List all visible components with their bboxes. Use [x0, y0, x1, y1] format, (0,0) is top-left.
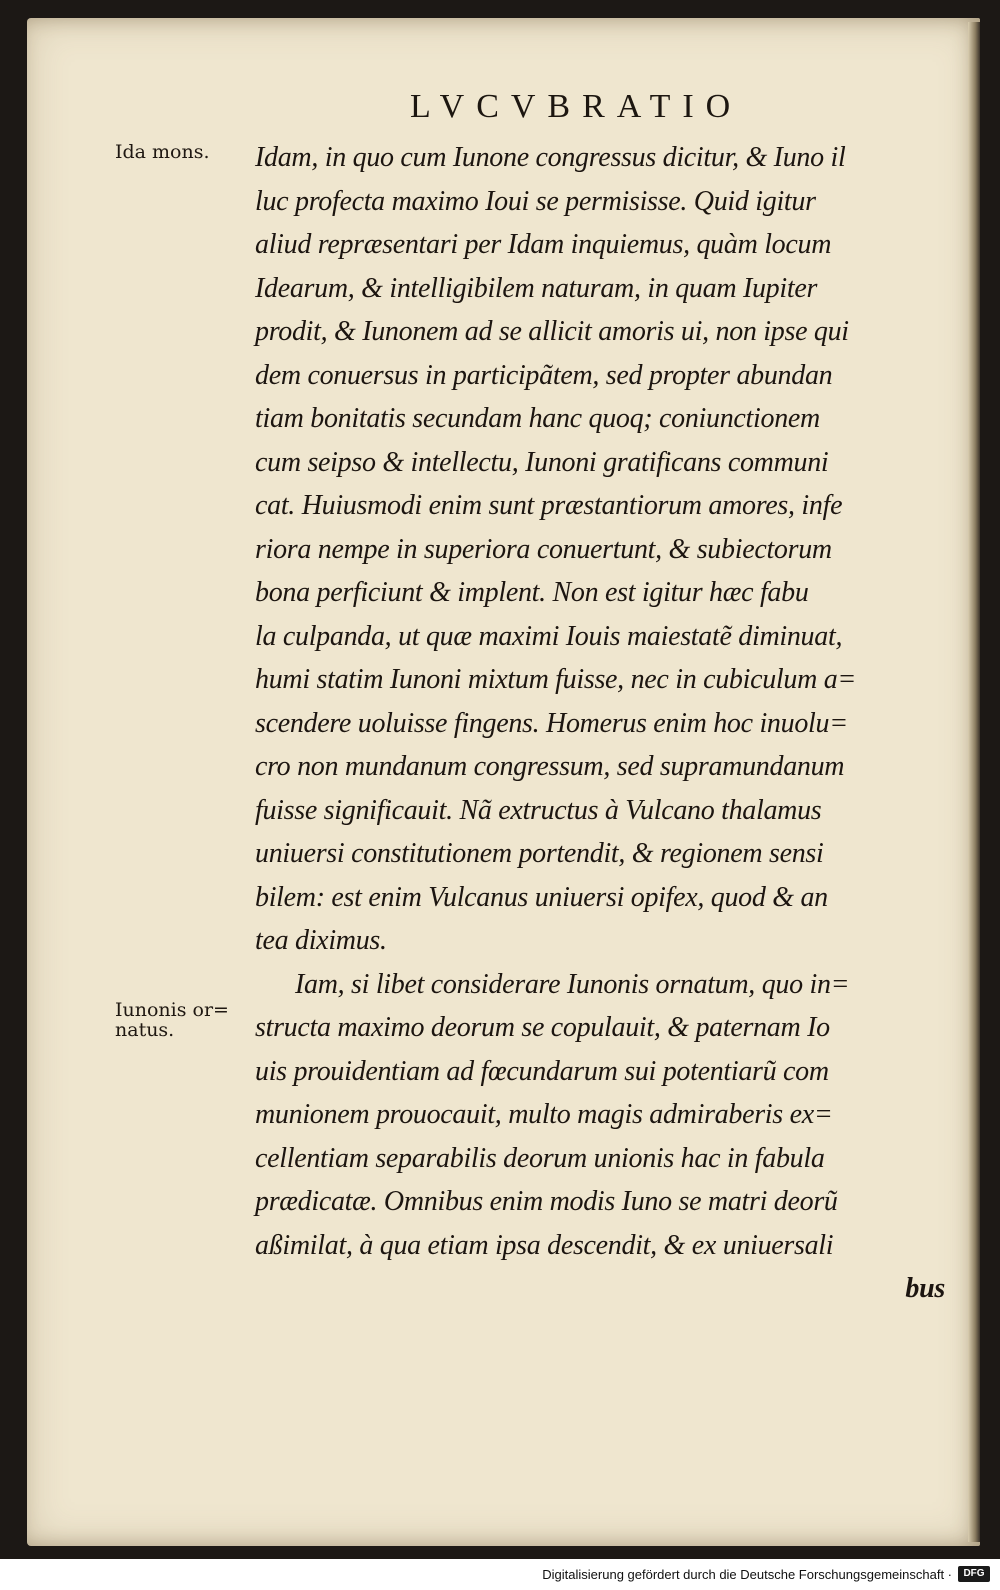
text-line: Idearum, & intelligibilem naturam, in quam Iupiter	[255, 272, 818, 304]
text-line: riora nempe in superiora conuertunt, & subiectorum	[255, 533, 832, 565]
text-line: bilem: est enim Vulcanus uniuersi opifex, quod & an	[255, 881, 828, 913]
text-line: munionem prouocauit, multo magis admiraberis ex=	[255, 1099, 833, 1130]
text-line: prædicatæ. Omnibus enim modis Iuno se matri deorũ	[255, 1186, 838, 1217]
running-head: LVCVBRATIO	[410, 88, 743, 125]
text-line: aliud repræsentari per Idam inquiemus, quàm locum	[255, 229, 832, 260]
text-line: dem conuersus in participãtem, sed propter abundan	[255, 359, 833, 391]
text-line: cum seipso & intellectu, Iunoni gratificans communi	[255, 446, 829, 478]
text-line: uis prouidentiam ad fœcundarum sui potentiarũ com	[255, 1055, 829, 1087]
catchword: bus	[905, 1273, 945, 1304]
text-line: bona perficiunt & implent. Non est igitur hæc fabu	[255, 577, 809, 608]
page-edge	[968, 22, 980, 1542]
marginal-note-ida: Ida mons.	[115, 141, 210, 163]
text-line: cro non mundanum congressum, sed supramundanum	[255, 751, 845, 782]
text-line: fuisse significauit. Nã extructus à Vulcano thalamus	[255, 794, 822, 826]
text-line: Idam, in quo cum Iunone congressus dicitur, & Iuno il	[255, 142, 846, 173]
text-line: tea diximus.	[255, 925, 387, 956]
text-line: scendere uoluisse fingens. Homerus enim hoc inuolu=	[255, 707, 848, 739]
text-line: cat. Huiusmodi enim sunt præstantiorum amores, infe	[255, 490, 843, 521]
footer-credit: Digitalisierung gefördert durch die Deutsche Forschungsgemeinschaft ·	[542, 1567, 952, 1582]
dfg-logo-icon[interactable]: DFG	[958, 1566, 990, 1582]
text-line: Iam, si libet considerare Iunonis ornatum, quo in=	[295, 968, 850, 1000]
text-line: aßimilat, à qua etiam ipsa descendit, & ex uniuersali	[255, 1229, 834, 1261]
text-line: tiam bonitatis secundam hanc quoq; coniunctionem	[255, 403, 820, 434]
text-line: cellentiam separabilis deorum unionis hac in fabula	[255, 1142, 825, 1174]
text-line: la culpanda, ut quæ maximi Iouis maiestatẽ diminuat,	[255, 620, 843, 652]
text-line: uniuersi constitutionem portendit, & regionem sensi	[255, 838, 824, 869]
body-text	[255, 136, 945, 1311]
text-line: structa maximo deorum se copulauit, & paternam Io	[255, 1012, 830, 1043]
text-line: humi statim Iunoni mixtum fuisse, nec in cubiculum a=	[255, 664, 857, 695]
marginal-note-iunonis: Iunonis or= natus.	[115, 999, 229, 1041]
text-line: luc profecta maximo Ioui se permisisse. Quid igitur	[255, 185, 816, 217]
text-line: prodit, & Iunonem ad se allicit amoris ui, non ipse qui	[255, 316, 849, 347]
